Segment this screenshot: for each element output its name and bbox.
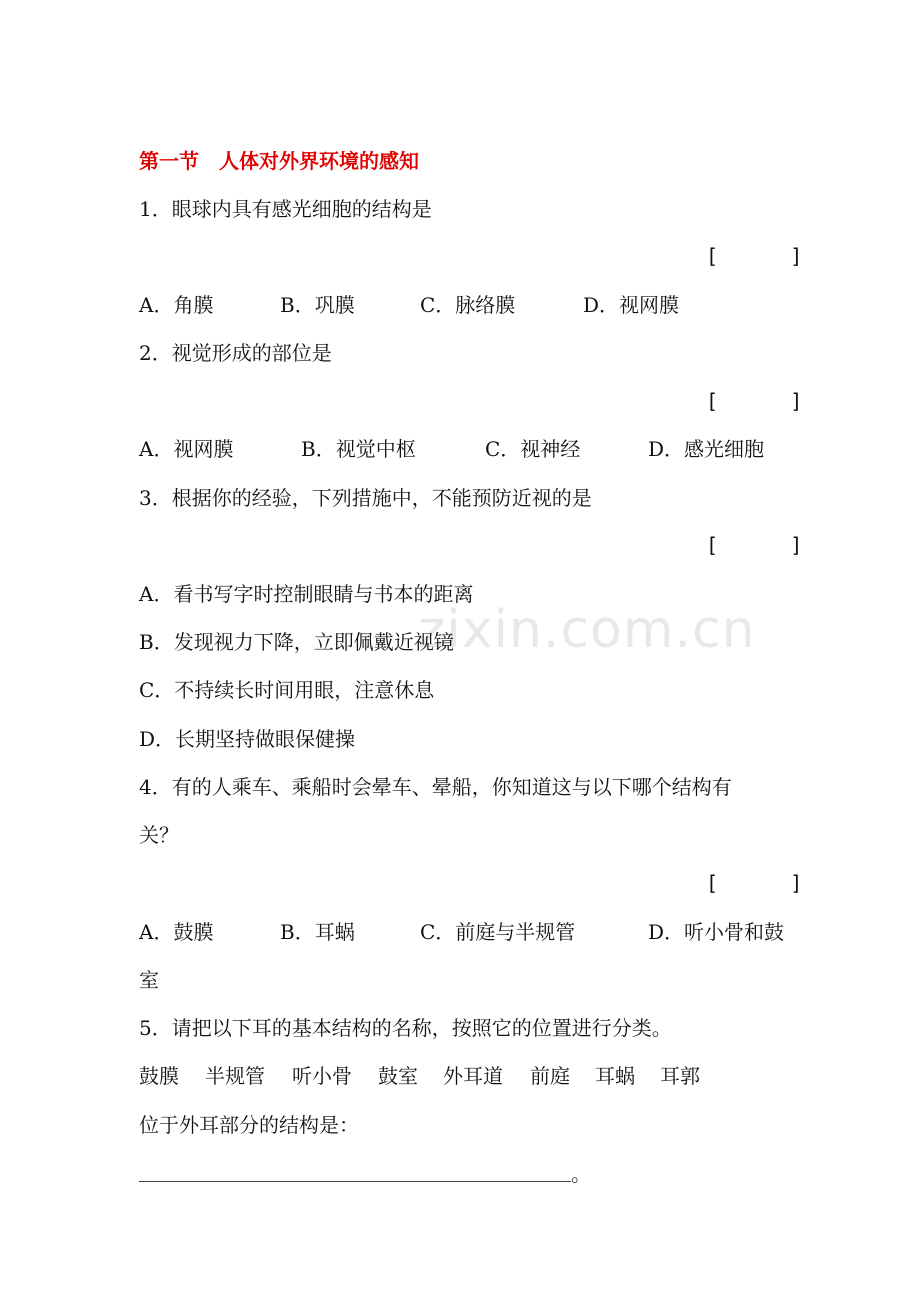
q3-option-c: C．不持续长时间用眼，注意休息 bbox=[139, 678, 435, 702]
q3-option-d: D．长期坚持做眼保健操 bbox=[139, 727, 356, 751]
question-3-stem: 3．根据你的经验，下列措施中，不能预防近视的是 bbox=[139, 486, 592, 510]
answer-bracket-4[interactable]: [ ] bbox=[706, 871, 803, 895]
ear-term: 前庭 bbox=[530, 1064, 570, 1088]
answer-bracket-3[interactable]: [ ] bbox=[706, 533, 803, 557]
q3-option-a: A．看书写字时控制眼睛与书本的距离 bbox=[139, 582, 474, 606]
question-5-stem: 5．请把以下耳的基本结构的名称，按照它的位置进行分类。 bbox=[139, 1016, 672, 1040]
q4-option-a: A．鼓膜 bbox=[139, 920, 214, 944]
ear-term: 半规管 bbox=[205, 1064, 265, 1088]
q2-option-b: B．视觉中枢 bbox=[301, 437, 416, 461]
q1-option-c: C．脉络膜 bbox=[420, 293, 516, 317]
question-4-stem-line-2: 关？ bbox=[139, 823, 179, 847]
question-5-prompt: 位于外耳部分的结构是： bbox=[139, 1113, 359, 1137]
q2-option-c: C．视神经 bbox=[485, 437, 581, 461]
ear-term: 耳蜗 bbox=[595, 1064, 635, 1088]
q2-option-d: D．感光细胞 bbox=[648, 437, 765, 461]
q4-option-b: B．耳蜗 bbox=[280, 920, 355, 944]
question-1-stem: 1．眼球内具有感光细胞的结构是 bbox=[139, 197, 432, 221]
q1-option-b: B．巩膜 bbox=[280, 293, 355, 317]
ear-term: 鼓膜 bbox=[139, 1064, 179, 1088]
answer-bracket-2[interactable]: [ ] bbox=[706, 389, 803, 413]
q1-option-d: D．视网膜 bbox=[583, 293, 680, 317]
q1-option-a: A．角膜 bbox=[139, 293, 214, 317]
q4-option-c: C．前庭与半规管 bbox=[420, 920, 576, 944]
blank-period: 。 bbox=[571, 1162, 591, 1186]
answer-blank-line[interactable] bbox=[139, 1181, 571, 1182]
q3-option-b: B．发现视力下降，立即佩戴近视镜 bbox=[139, 630, 454, 654]
question-4-stem-line-1: 4．有的人乘车、乘船时会晕车、晕船，你知道这与以下哪个结构有 bbox=[139, 775, 732, 799]
ear-term: 外耳道 bbox=[443, 1064, 503, 1088]
q4-option-d: D．听小骨和鼓 bbox=[648, 920, 785, 944]
answer-bracket-1[interactable]: [ ] bbox=[706, 244, 803, 268]
watermark: zixin.com.cn bbox=[418, 600, 756, 660]
q4-option-d-wrap: 室 bbox=[139, 968, 159, 992]
q2-option-a: A．视网膜 bbox=[139, 437, 234, 461]
ear-term: 耳郭 bbox=[660, 1064, 700, 1088]
ear-term: 听小骨 bbox=[292, 1064, 352, 1088]
section-title: 第一节 人体对外界环境的感知 bbox=[139, 149, 419, 173]
question-2-stem: 2．视觉形成的部位是 bbox=[139, 341, 332, 365]
ear-term: 鼓室 bbox=[378, 1064, 418, 1088]
